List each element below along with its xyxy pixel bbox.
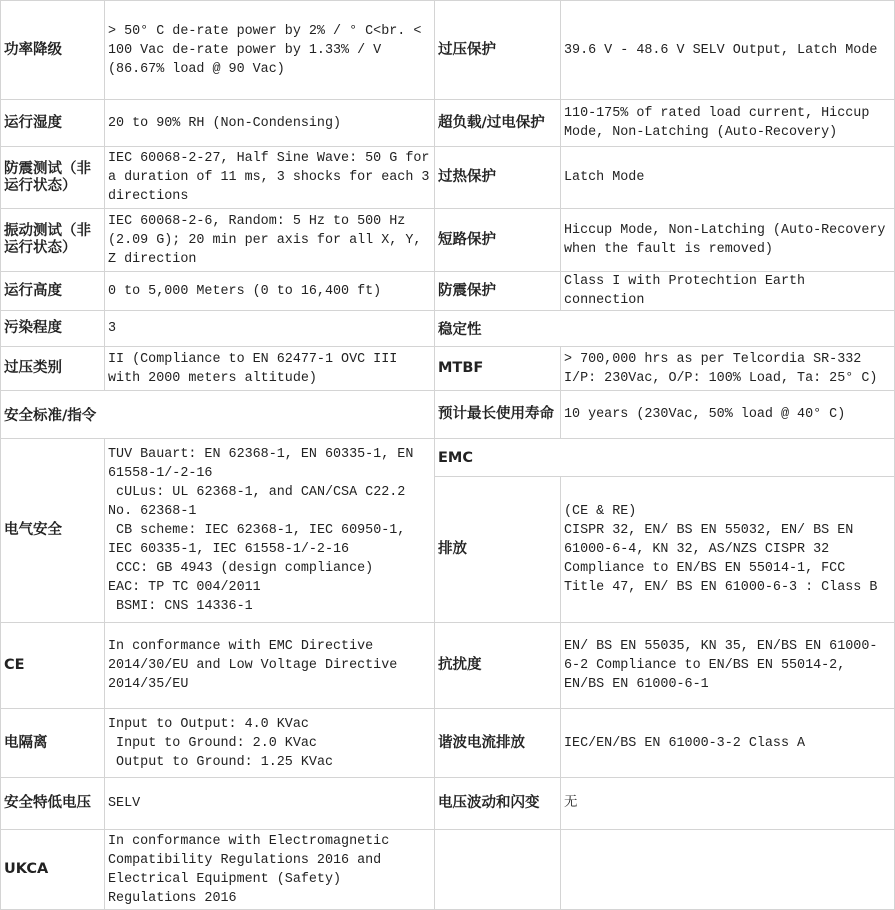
table-row — [1, 709, 895, 778]
label-selv: 安全特低电压 — [1, 778, 105, 830]
table-row — [1, 147, 895, 209]
section-emc: EMC — [435, 439, 895, 477]
empty-cell — [435, 830, 561, 910]
table-row — [1, 100, 895, 147]
empty-cell — [561, 830, 895, 910]
value-ce: In conformance with EMC Directive 2014/30/EU and Low Voltage Directive 2014/35/EU — [105, 623, 435, 709]
value-overtemperature-protection: Latch Mode — [561, 147, 895, 209]
label-electrical-safety: 电气安全 — [1, 439, 105, 623]
value-operating-humidity: 20 to 90% RH (Non-Condensing) — [105, 100, 435, 147]
table-row — [1, 439, 895, 477]
value-selv: SELV — [105, 778, 435, 830]
label-pollution-degree: 污染程度 — [1, 311, 105, 347]
table-row — [1, 1, 895, 100]
table-row — [1, 391, 895, 439]
value-voltage-fluctuation: 无 — [561, 778, 895, 830]
label-overvoltage-category: 过压类别 — [1, 347, 105, 391]
value-overvoltage-protection: 39.6 V - 48.6 V SELV Output, Latch Mode — [561, 1, 895, 100]
label-vibration-test: 振动测试（非运行状态） — [1, 209, 105, 272]
value-shock-test: IEC 60068-2-27, Half Sine Wave: 50 G for a duration of 11 ms, 3 shocks for each 3 directions — [105, 147, 435, 209]
label-mtbf: MTBF — [435, 347, 561, 391]
value-pollution-degree: 3 — [105, 311, 435, 347]
value-harmonic-current: IEC/EN/BS EN 61000-3-2 Class A — [561, 709, 895, 778]
value-protection-class: Class I with Protechtion Earth connection — [561, 272, 895, 311]
label-overvoltage-protection: 过压保护 — [435, 1, 561, 100]
value-ukca: In conformance with Electromagnetic Compatibility Regulations 2016 and Electrical Equipment (Safety) Regulations 2016 — [105, 830, 435, 910]
table-row — [1, 311, 895, 347]
table-row — [1, 623, 895, 709]
value-overvoltage-category: II (Compliance to EN 62477-1 OVC III with 2000 meters altitude) — [105, 347, 435, 391]
section-safety-standards: 安全标准/指令 — [1, 391, 435, 439]
label-expected-lifetime: 预计最长使用寿命 — [435, 391, 561, 439]
label-isolation: 电隔离 — [1, 709, 105, 778]
label-operating-humidity: 运行湿度 — [1, 100, 105, 147]
value-isolation: Input to Output: 4.0 KVac Input to Ground: 2.0 KVac Output to Ground: 1.25 KVac — [105, 709, 435, 778]
label-shock-test: 防震测试（非运行状态） — [1, 147, 105, 209]
label-voltage-fluctuation: 电压波动和闪变 — [435, 778, 561, 830]
value-operating-altitude: 0 to 5,000 Meters (0 to 16,400 ft) — [105, 272, 435, 311]
label-operating-altitude: 运行高度 — [1, 272, 105, 311]
value-vibration-test: IEC 60068-2-6, Random: 5 Hz to 500 Hz (2.09 G); 20 min per axis for all X, Y, Z direction — [105, 209, 435, 272]
table-row — [1, 778, 895, 830]
table-row — [1, 347, 895, 391]
label-immunity: 抗扰度 — [435, 623, 561, 709]
value-power-derating: > 50° C de-rate power by 2% / ° C<br. < 100 Vac de-rate power by 1.33% / V (86.67% load @ 90 Vac) — [105, 1, 435, 100]
value-overload-protection: 110-175% of rated load current, Hiccup Mode, Non-Latching (Auto-Recovery) — [561, 100, 895, 147]
section-reliability: 稳定性 — [435, 311, 895, 347]
label-overtemperature-protection: 过热保护 — [435, 147, 561, 209]
label-power-derating: 功率降级 — [1, 1, 105, 100]
label-harmonic-current: 谐波电流排放 — [435, 709, 561, 778]
table-row — [1, 830, 895, 910]
table-row — [1, 209, 895, 272]
label-ce: CE — [1, 623, 105, 709]
label-protection-class: 防震保护 — [435, 272, 561, 311]
label-overload-protection: 超负载/过电保护 — [435, 100, 561, 147]
value-mtbf: > 700,000 hrs as per Telcordia SR-332 I/P: 230Vac, O/P: 100% Load, Ta: 25° C) — [561, 347, 895, 391]
value-immunity: EN/ BS EN 55035, KN 35, EN/BS EN 61000-6-2 Compliance to EN/BS EN 55014-2, EN/BS EN 61000-6-1 — [561, 623, 895, 709]
label-ukca: UKCA — [1, 830, 105, 910]
value-short-circuit-protection: Hiccup Mode, Non-Latching (Auto-Recovery when the fault is removed) — [561, 209, 895, 272]
label-short-circuit-protection: 短路保护 — [435, 209, 561, 272]
value-electrical-safety: TUV Bauart: EN 62368-1, EN 60335-1, EN 61558-1/-2-16 cULus: UL 62368-1, and CAN/CSA C22.2 No. 62368-1 CB scheme: IEC 62368-1, IEC 60950-1, IEC 60335-1, IEC 61558-1/-2-16 CCC: GB 4943 (design compliance) EAC: TP TC 004/2011 BSMI: CNS 14336-1 — [105, 439, 435, 623]
value-expected-lifetime: 10 years (230Vac, 50% load @ 40° C) — [561, 391, 895, 439]
table-row — [1, 272, 895, 311]
label-emissions: 排放 — [435, 477, 561, 623]
value-emissions: (CE & RE) CISPR 32, EN/ BS EN 55032, EN/ BS EN 61000-6-4, KN 32, AS/NZS CISPR 32 Compliance to EN/BS EN 55014-1, FCC Title 47, EN/ BS EN 61000-6-3 : Class B — [561, 477, 895, 623]
